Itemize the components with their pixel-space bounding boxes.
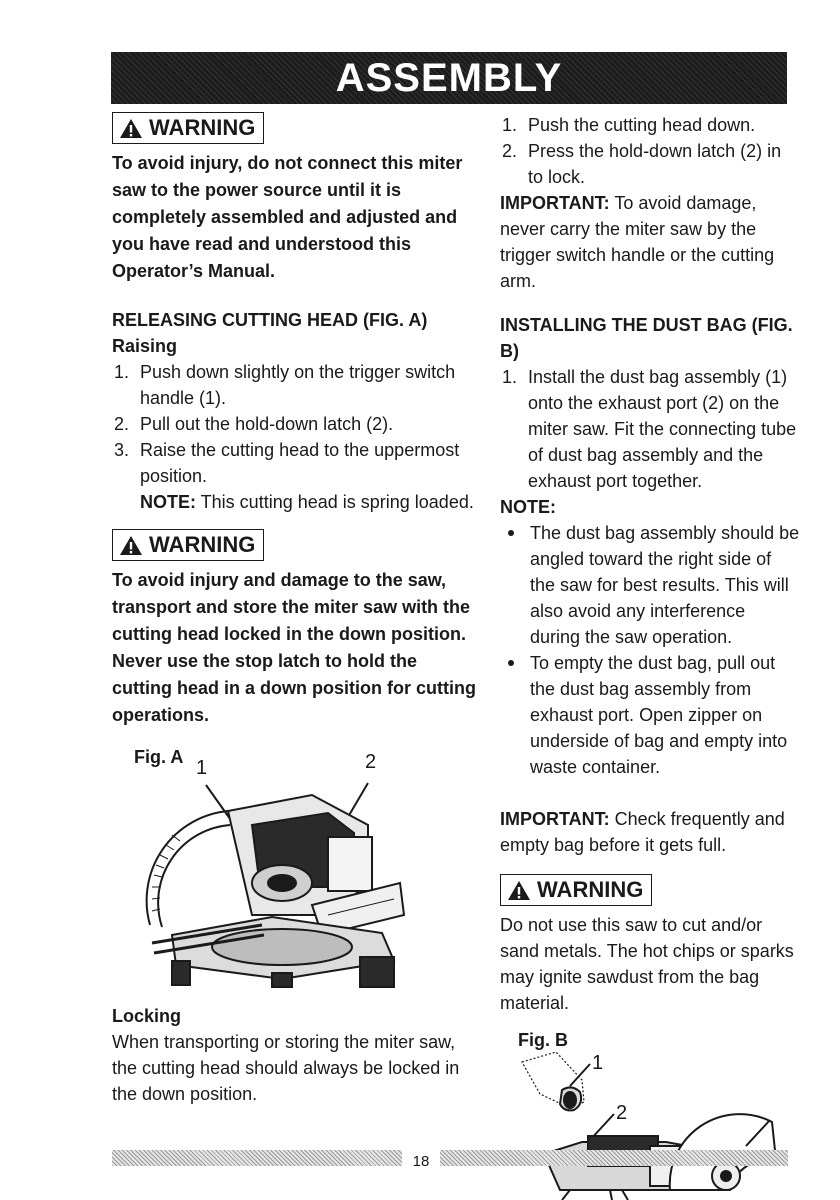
locking-text: When transporting or storing the miter saw, the cutting head should always be locked in the down position. <box>112 1032 460 1104</box>
note-label: NOTE: <box>140 492 196 512</box>
warning-triangle-icon <box>119 118 143 139</box>
important-note-1: IMPORTANT: To avoid damage, never carry the miter saw by the trigger switch handle or the cutting arm. <box>500 193 775 291</box>
figure-b-callout-1: 1 <box>592 1052 604 1074</box>
warning-text-3: Do not use this saw to cut and/or sand metals. The hot chips or sparks may ignite sawdust from the bag material. <box>500 915 794 1013</box>
warning-triangle-icon <box>119 535 143 556</box>
figure-b-label: Fig. B <box>518 1030 568 1050</box>
figure-b-callout-2: 2 <box>616 1102 628 1124</box>
list-item: 2. Pull out the hold-down latch (2). <box>114 414 394 434</box>
warning-text-2: To avoid injury and damage to the saw, transport and store the miter saw with the cutting head locked in the down position. Never use the stop latch to hold the cutting head in a down position for cutting operations. <box>112 570 476 725</box>
left-column <box>112 112 482 1107</box>
locking-steps <box>500 112 800 190</box>
warning-triangle-icon <box>507 880 531 901</box>
warning-text-1: To avoid injury, do not connect this miter saw to the power source until it is completely assembled and adjusted and you have read and understood this Operator’s Manual. <box>112 153 463 281</box>
release-section-title: RELEASING CUTTING HEAD (FIG. A) <box>112 310 428 330</box>
list-item: To empty the dust bag, pull out the dust bag assembly from exhaust port. Open zipper on underside of bag and empty into waste container. <box>500 650 800 780</box>
locking-title: Locking <box>112 1006 182 1026</box>
figure-a-callout-2: 2 <box>365 751 377 773</box>
footer-band-left <box>112 1150 402 1166</box>
section-header <box>111 52 787 104</box>
figure-a <box>112 747 482 997</box>
dust-bag-section-title: INSTALLING THE DUST BAG (FIG. B) <box>500 315 793 361</box>
page-number: 18 <box>412 1153 430 1170</box>
note-text: This cutting head is spring loaded. <box>196 492 474 512</box>
miter-saw-illustration <box>132 765 422 995</box>
warning-label-1: WARNING <box>112 112 264 144</box>
dust-bag-illustration <box>500 1050 790 1200</box>
raising-steps <box>112 359 482 515</box>
list-item: 2. Press the hold-down latch (2) in to lock. <box>502 141 782 187</box>
list-item: 1. Install the dust bag assembly (1) onto the exhaust port (2) on the miter saw. Fit the connecting tube of dust bag assembly and the exhaust port together. <box>502 367 797 491</box>
dust-bag-steps <box>500 364 800 494</box>
figure-a-callout-1: 1 <box>196 757 208 779</box>
dust-note-bullets <box>500 520 800 780</box>
dust-note-label: NOTE: <box>500 497 556 517</box>
footer-band-right <box>440 1150 788 1166</box>
warning-label-2: WARNING <box>112 529 264 561</box>
figure-b <box>500 1030 800 1200</box>
right-column <box>500 112 800 1200</box>
list-item: The dust bag assembly should be angled toward the right side of the saw for best results. This will also avoid any interference during the saw operation. <box>500 520 800 650</box>
figure-a-label: Fig. A <box>134 747 184 767</box>
section-title: ASSEMBLY <box>335 55 563 100</box>
raising-title: Raising <box>112 336 178 356</box>
list-item: 1. Push down slightly on the trigger switch handle (1). <box>114 362 456 408</box>
important-note-2: IMPORTANT: Check frequently and empty bag before it gets full. <box>500 809 785 855</box>
warning-label-3: WARNING <box>500 874 652 906</box>
list-item: 3. Raise the cutting head to the uppermost position. NOTE: This cutting head is spring loaded. <box>114 440 474 512</box>
list-item: 1. Push the cutting head down. <box>502 115 756 135</box>
